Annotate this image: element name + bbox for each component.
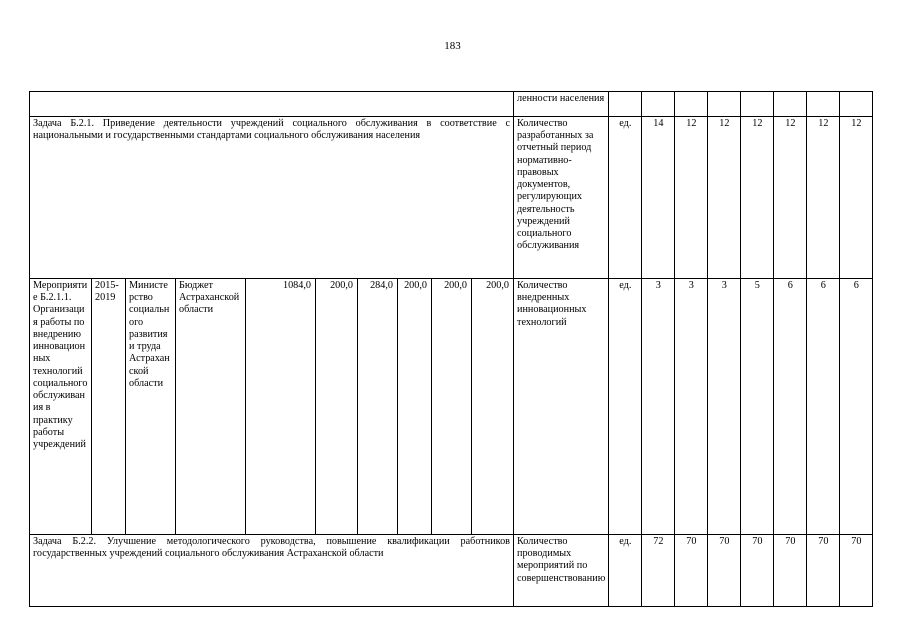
activity-year-amount: 284,0 (358, 279, 398, 535)
activity-executor: Министерство социального развития и труда Астраханской области (126, 279, 176, 535)
task-b221-indicator: Количество разработанных за отчетный период нормативно-правовых документов, регулирующих деятельность учреждений социального обслуживания (514, 117, 609, 279)
continuation-indicator: ленности населения (514, 92, 609, 117)
activity-year-amount: 200,0 (398, 279, 432, 535)
task-b221-unit: ед. (609, 117, 642, 279)
task-b222-value: 70 (741, 535, 774, 607)
continuation-row (30, 92, 873, 117)
page-number: 183 (444, 40, 461, 52)
activity-value: 3 (642, 279, 675, 535)
task-b222-value: 70 (708, 535, 741, 607)
task-b222-value: 70 (840, 535, 873, 607)
activity-year-amount: 200,0 (316, 279, 358, 535)
task-b221-row (30, 117, 873, 279)
activity-year-amount: 200,0 (432, 279, 472, 535)
task-b222-unit: ед. (609, 535, 642, 607)
task-b221-text: Задача Б.2.1. Приведение деятельности учреждений социального обслуживания в соответствие с национальными и государственными стандартами социального обслуживания населения (30, 117, 514, 279)
task-b221-value: 12 (708, 117, 741, 279)
activity-indicator: Количество внедренных инновационных технологий (514, 279, 609, 535)
task-b221-value: 12 (807, 117, 840, 279)
activity-unit: ед. (609, 279, 642, 535)
activity-value: 3 (675, 279, 708, 535)
activity-value: 3 (708, 279, 741, 535)
activity-year-amount: 200,0 (472, 279, 514, 535)
activity-value: 6 (774, 279, 807, 535)
task-b221-value: 12 (840, 117, 873, 279)
activity-value: 6 (840, 279, 873, 535)
activity-period: 2015-2019 (92, 279, 126, 535)
program-table (29, 91, 873, 607)
activity-value: 5 (741, 279, 774, 535)
task-b222-value: 70 (774, 535, 807, 607)
task-b222-indicator: Количество проводимых мероприятий по совершенствованию (514, 535, 609, 607)
task-b221-value: 12 (774, 117, 807, 279)
task-b222-row (30, 535, 873, 607)
task-b221-value: 14 (642, 117, 675, 279)
activity-name: Мероприятие Б.2.1.1. Организация работы по внедрению инновационных технологий социального обслуживания в практику работы учреждений (30, 279, 92, 535)
task-b222-value: 70 (807, 535, 840, 607)
activity-total: 1084,0 (246, 279, 316, 535)
task-b222-value: 70 (675, 535, 708, 607)
continuation-empty-cell (30, 92, 514, 117)
task-b221-value: 12 (675, 117, 708, 279)
task-b222-value: 72 (642, 535, 675, 607)
activity-value: 6 (807, 279, 840, 535)
activity-b2111-row (30, 279, 873, 535)
task-b221-value: 12 (741, 117, 774, 279)
continuation-unit (609, 92, 642, 117)
activity-source: Бюджет Астраханской области (176, 279, 246, 535)
task-b222-text: Задача Б.2.2. Улучшение методологического руководства, повышение квалификации работников государственных учреждений социального обслуживания Астраханской области (30, 535, 514, 607)
